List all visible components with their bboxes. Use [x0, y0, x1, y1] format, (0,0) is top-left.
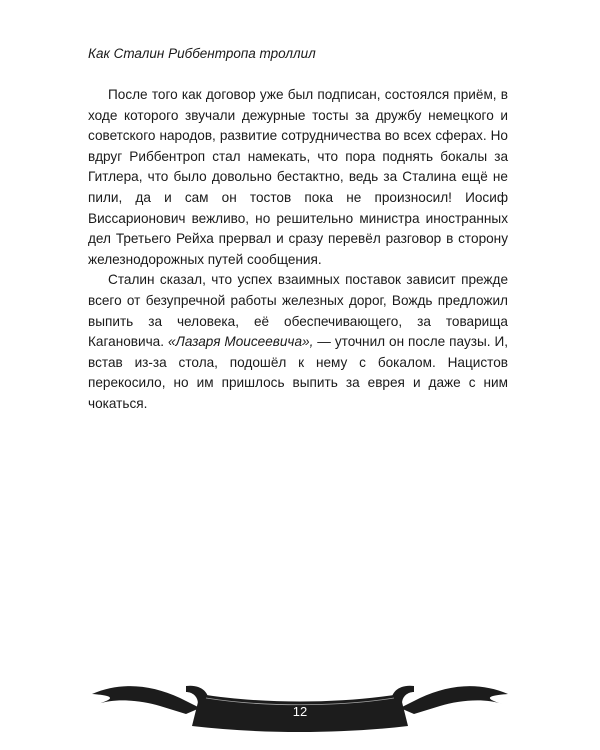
paragraph-2-start: Сталин сказал, что успех взаимных поставок зависит прежде всего от безупречной работы железных дорог, Вождь предложил выпить за человека, её обеспечивающего, за товарища Кагановича.: [88, 272, 508, 350]
quoted-name: «Лазаря Моисеевича»,: [167, 334, 314, 350]
main-text: [88, 85, 508, 415]
running-title: Как Сталин Риббентропа троллил: [88, 46, 316, 61]
paragraph-1: После того как договор уже был подписан, состоялся приём, в ходе которого звучали дежурные тосты за дружбу немецкого и советского народов, развитие сотрудничества во всех сферах. Но вдруг Риббентроп стал намекать, что пора поднять бокалы за Гитлера, что было довольно бестактно, ведь за Сталина ещё не пили, да и сам он тостов пока не произносил! Иосиф Виссарионович вежливо, но решительно министра иностранных дел Третьего Рейха прервал и сразу перевёл разговор в сторону железнодорожных путей сообщения.: [88, 87, 508, 267]
paragraph-2-end: — уточнил он после паузы. И, встав из-за стола, подошёл к нему с бокалом. Нацистов перекосило, но им пришлось выпить за еврея и даже с ним чокаться.: [88, 334, 509, 411]
ribbon-left-tail: [92, 686, 200, 714]
page-number: 12: [292, 704, 308, 719]
paragraph-2: [88, 270, 508, 414]
ribbon-right-tail: [400, 686, 508, 714]
